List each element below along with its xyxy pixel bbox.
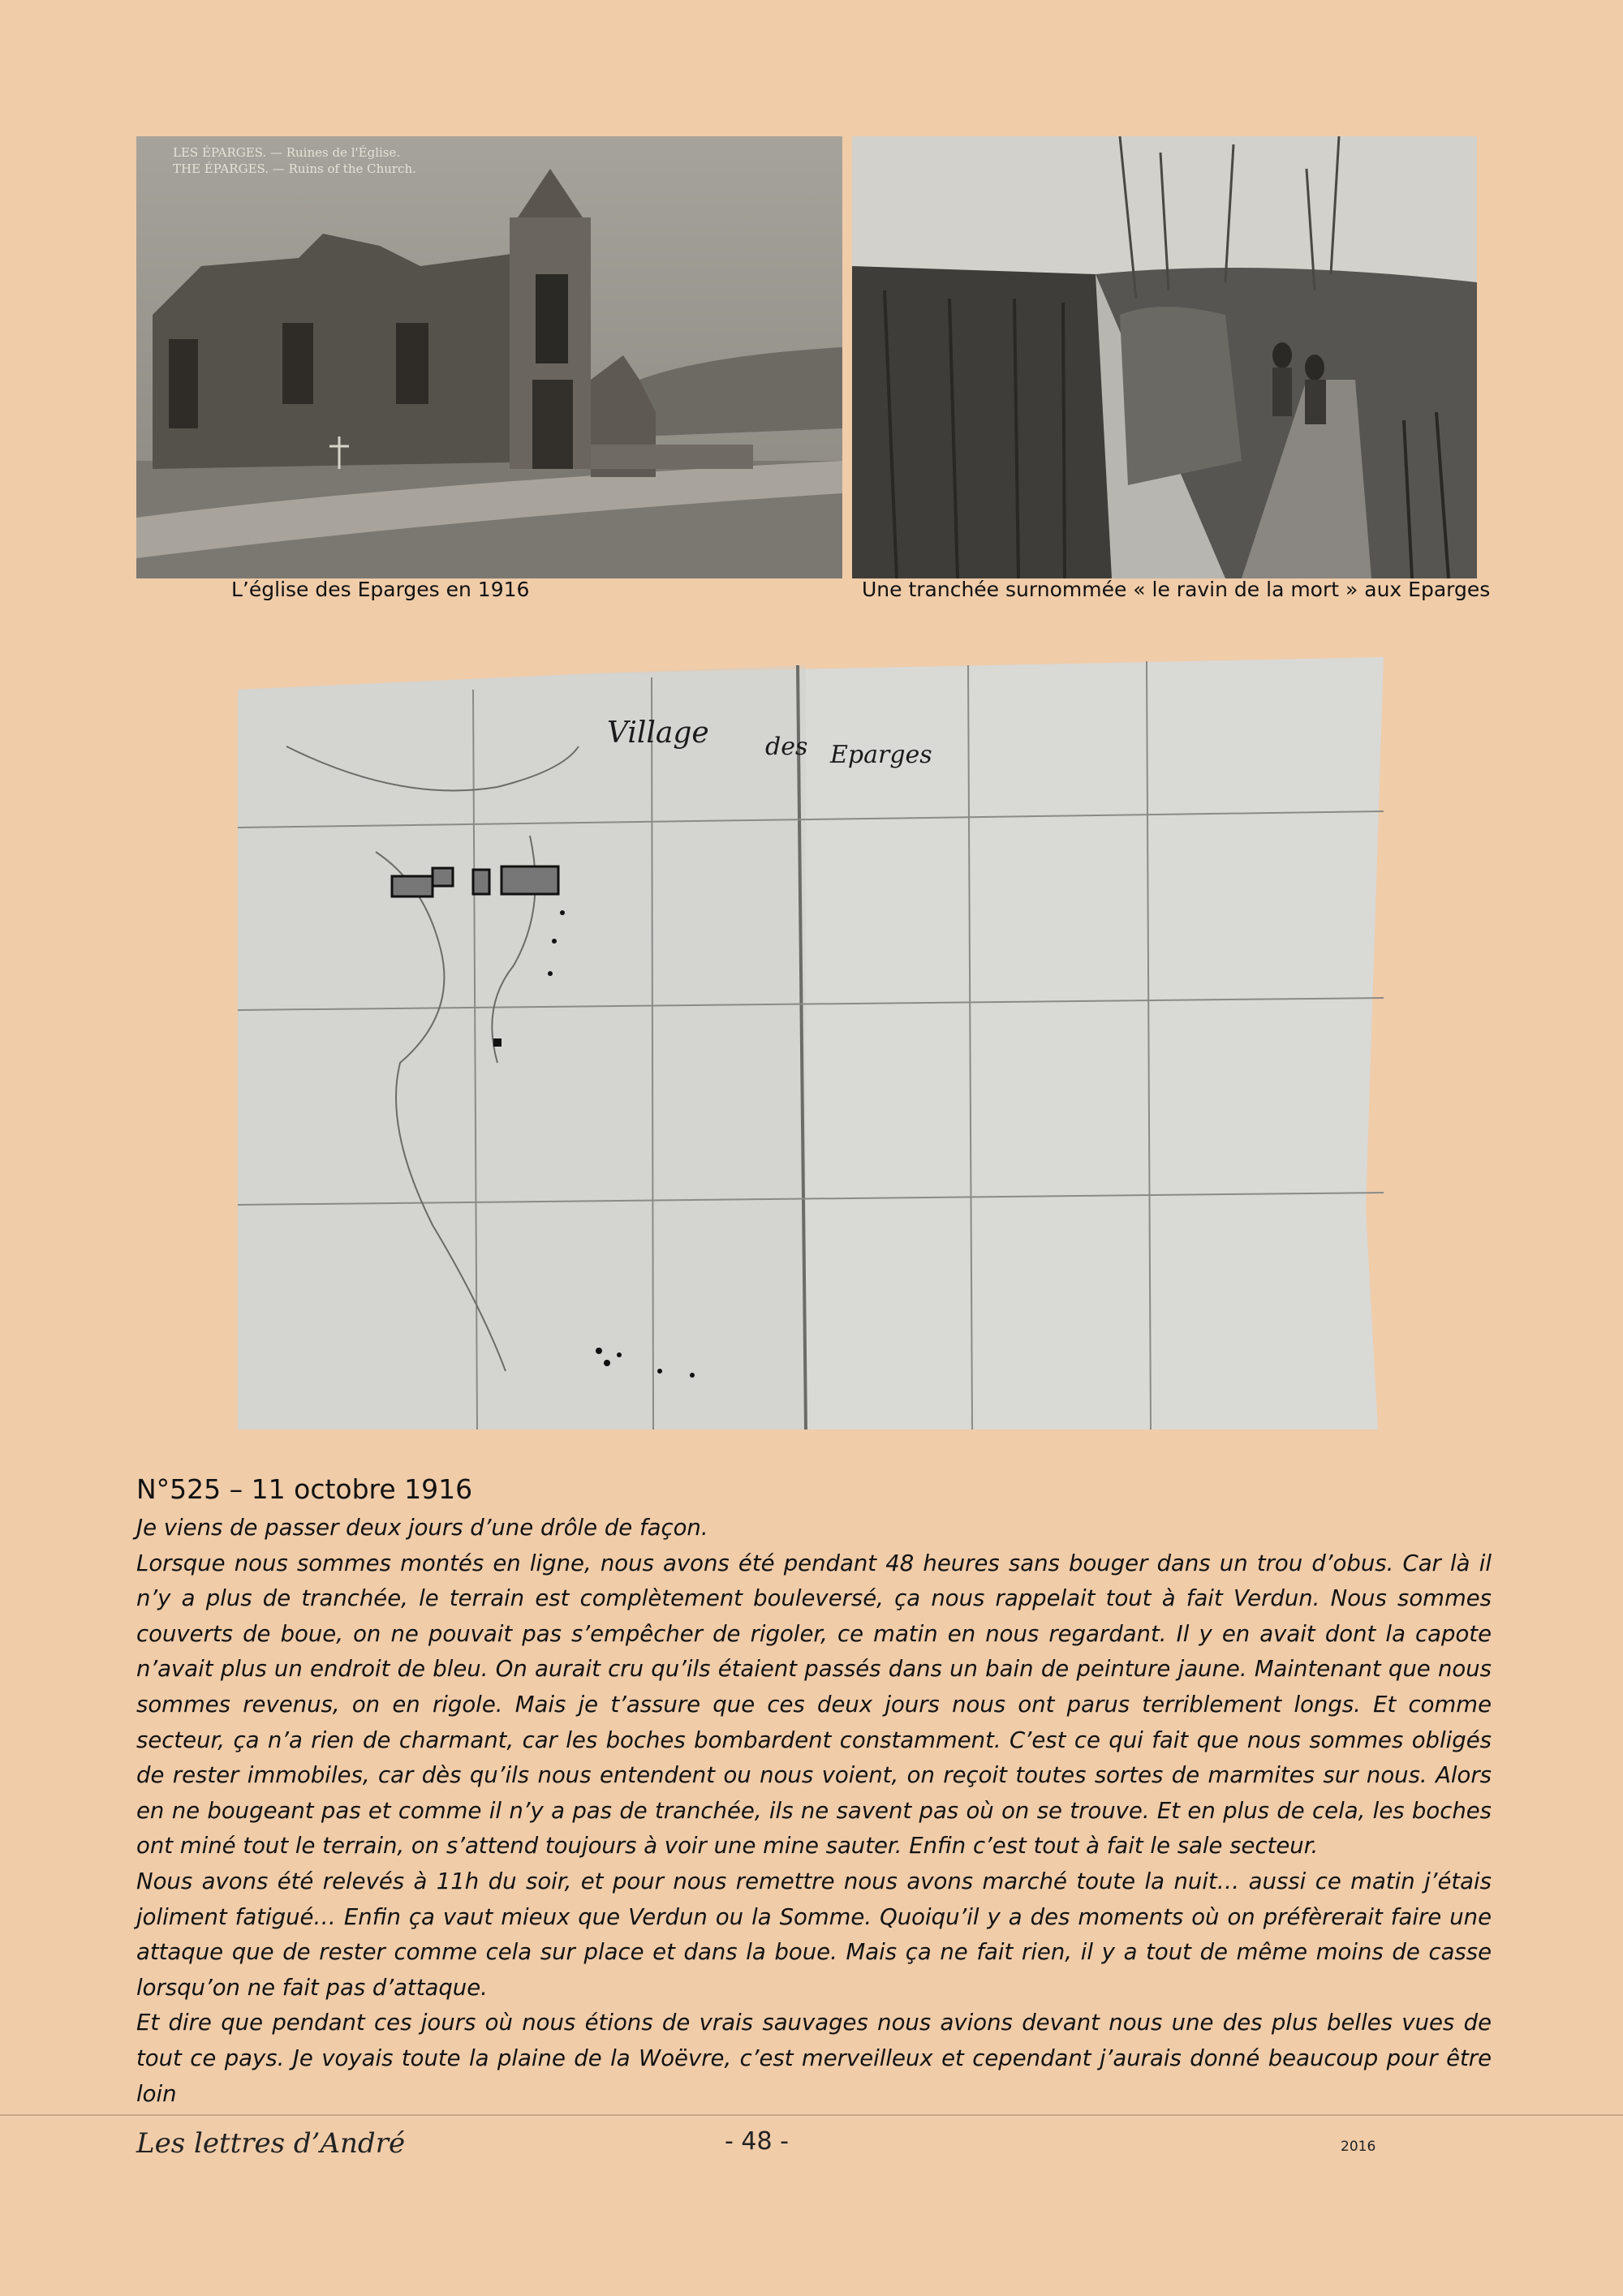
trench-photo [852,136,1477,578]
trench-illustration [852,136,1477,578]
letter-paragraph-3: Nous avons été relevés à 11h du soir, et pour nous remettre nous avons marché toute la nuit… aussi ce matin j’étais joliment fatigué… Enfin ça vaut mieux que Verdun ou la Somme. Quoiqu’il y a des moments où on préfèrerait faire une attaque que de rester comme cela sur place et dans la boue. Mais ça ne fait rien, il y a tout de même moins de casse lorsqu’on ne fait pas d’attaque. [136,1868,1492,2001]
footer-divider [0,2114,1623,2116]
letter-heading: N°525 – 11 octobre 1916 [136,1473,473,1505]
church-photo-caption: L’église des Eparges en 1916 [231,578,530,601]
postcard-caption-line-2: THE ÉPARGES. — Ruins of the Church. [173,161,416,176]
postcard-caption-line-1: LES ÉPARGES. — Ruines de l'Église. [173,145,401,160]
church-ruins-illustration [136,136,842,578]
village-map [238,641,1384,1430]
footer-page-number: - 48 - [725,2127,789,2156]
village-map-drawing [238,641,1384,1430]
footer-book-title: Les lettres d’André [136,2127,406,2160]
map-label-eparges: Eparges [830,741,932,769]
letter-paragraph-2: Lorsque nous sommes montés en ligne, nous avons été pendant 48 heures sans bouger dans un trou d’obus. Car là il n’y a plus de tranchée, le terrain est complètement bouleversé, ça nous rappelait tout à fait Verdun. Nous sommes couverts de boue, on ne pouvait pas s’empêcher de rigoler, ce matin en nous regardant. Il y en avait dont la capote n’avait plus un endroit de bleu. On aurait cru qu’ils étaient passés dans un bain de peinture jaune. Maintenant que nous sommes revenus, on en rigole. Mais je t’assure que ces deux jours nous ont parus terriblement longs. Et comme secteur, ça n’a rien de charmant, car les boches bombardent constamment. C’est ce qui fait que nous sommes obligés de rester immobiles, car dès qu’ils nous entendent ou nous voient, on reçoit toutes sortes de marmites sur nous. Alors en ne bougeant pas et comme il n’y a pas de tranchée, ils ne savent pas où on se trouve. Et en plus de cela, les boches ont miné tout le terrain, on s’attend toujours à voir une mine sauter. Enfin c’est tout à fait le sale secteur. [136,1550,1492,1860]
letter-body [136,1511,1492,2112]
letter-paragraph-4: Et dire que pendant ces jours où nous étions de vrais sauvages nous avions devant nous une des plus belles vues de tout ce pays. Je voyais toute la plaine de la Woëvre, c’est merveilleux et cependant j’aurais donné beaucoup pour être loin [136,2010,1492,2107]
map-label-des: des [765,733,808,761]
trench-photo-caption: Une tranchée surnommée « le ravin de la mort » aux Eparges [862,578,1491,601]
letter-paragraph-1: Je viens de passer deux jours d’une drôle de façon. [136,1515,708,1541]
church-ruins-photo [136,136,842,578]
map-label-village: Village [607,716,709,750]
footer-year: 2016 [1341,2139,1376,2155]
